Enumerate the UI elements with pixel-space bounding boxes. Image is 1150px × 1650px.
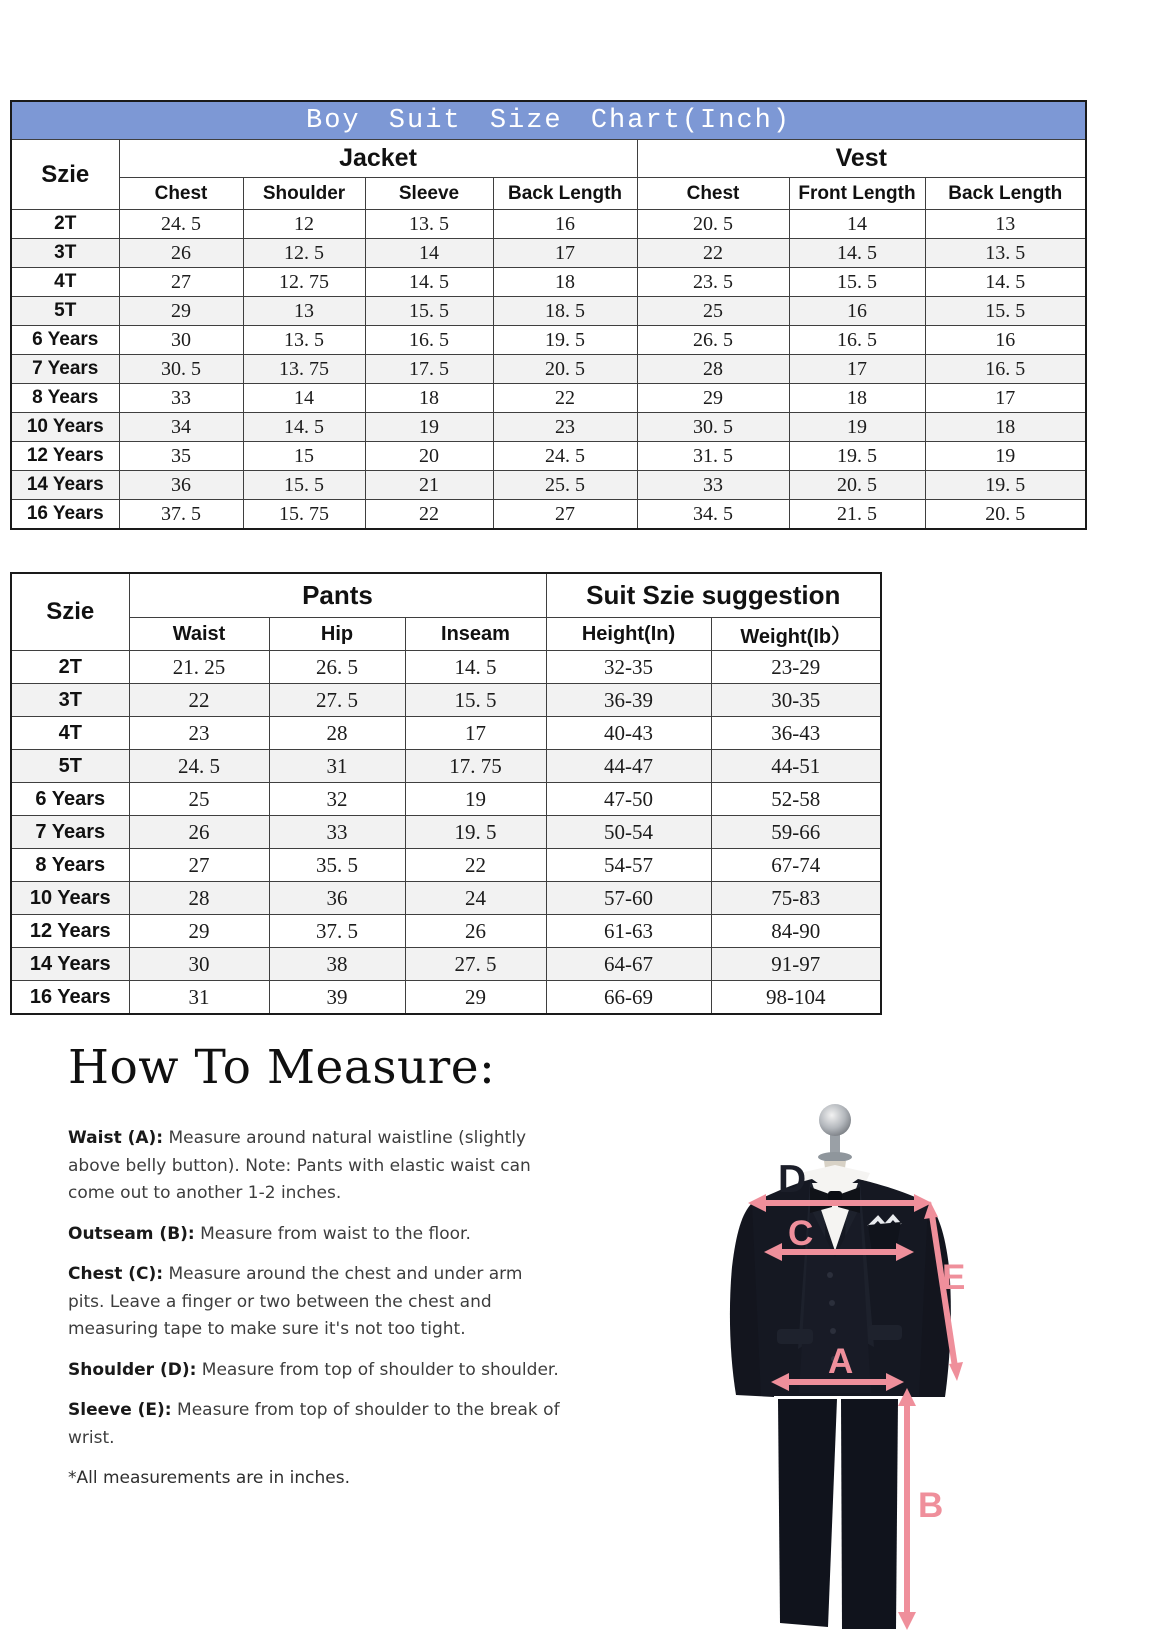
value-cell: 23. 5 (637, 268, 789, 297)
value-cell: 14 (243, 384, 365, 413)
measure-term: Shoulder (D): (68, 1359, 197, 1380)
table-row-5t (11, 297, 1086, 326)
value-cell: 57-60 (546, 882, 711, 915)
column-header-chest: Chest (119, 178, 243, 210)
value-cell: 20. 5 (789, 471, 925, 500)
how-to-measure-heading: How To Measure: (68, 1040, 496, 1095)
value-cell: 19 (789, 413, 925, 442)
value-cell: 20 (365, 442, 493, 471)
value-cell: 23 (493, 413, 637, 442)
label-shoulder-d: D (778, 1158, 807, 1201)
table-row-10-years (11, 882, 881, 915)
column-header-shoulder: Shoulder (243, 178, 365, 210)
size-cell: 6 Years (11, 783, 129, 816)
value-cell: 40-43 (546, 717, 711, 750)
measure-instruction-chest-c (68, 1261, 560, 1344)
table-row-2t (11, 651, 881, 684)
value-cell: 14. 5 (243, 413, 365, 442)
value-cell: 39 (269, 981, 405, 1015)
value-cell: 16. 5 (925, 355, 1086, 384)
value-cell: 61-63 (546, 915, 711, 948)
value-cell: 27 (129, 849, 269, 882)
value-cell: 15. 5 (789, 268, 925, 297)
value-cell: 18 (789, 384, 925, 413)
mannequin-knob (818, 1104, 852, 1175)
value-cell: 17 (789, 355, 925, 384)
value-cell: 23 (129, 717, 269, 750)
size-cell: 8 Years (11, 384, 119, 413)
value-cell: 20. 5 (925, 500, 1086, 530)
value-cell: 25 (129, 783, 269, 816)
value-cell: 23-29 (711, 651, 881, 684)
value-cell: 14. 5 (365, 268, 493, 297)
value-cell: 16. 5 (789, 326, 925, 355)
value-cell: 36 (119, 471, 243, 500)
value-cell: 16 (493, 210, 637, 239)
measure-instructions (68, 1125, 560, 1452)
value-cell: 31 (269, 750, 405, 783)
value-cell: 33 (637, 471, 789, 500)
size-cell: 7 Years (11, 355, 119, 384)
table-row-7-years (11, 355, 1086, 384)
value-cell: 36-39 (546, 684, 711, 717)
value-cell: 15. 5 (405, 684, 546, 717)
size-column-header: Szie (11, 573, 129, 651)
value-cell: 15. 5 (243, 471, 365, 500)
value-cell: 33 (269, 816, 405, 849)
value-cell: 98-104 (711, 981, 881, 1015)
measure-term: Chest (C): (68, 1264, 164, 1285)
label-waist-a: A (828, 1342, 854, 1381)
value-cell: 18 (493, 268, 637, 297)
value-cell: 17. 75 (405, 750, 546, 783)
value-cell: 16 (925, 326, 1086, 355)
measure-instruction-waist-a (68, 1125, 560, 1208)
value-cell: 28 (269, 717, 405, 750)
measure-instruction-shoulder-d (68, 1357, 560, 1385)
table-row-10-years (11, 413, 1086, 442)
value-cell: 26 (119, 239, 243, 268)
value-cell: 22 (405, 849, 546, 882)
value-cell: 19. 5 (405, 816, 546, 849)
value-cell: 24 (405, 882, 546, 915)
size-cell: 5T (11, 750, 129, 783)
size-cell: 2T (11, 210, 119, 239)
value-cell: 14. 5 (789, 239, 925, 268)
suit-photo-illustration (640, 1075, 1110, 1650)
size-cell: 16 Years (11, 981, 129, 1015)
value-cell: 26 (405, 915, 546, 948)
value-cell: 18. 5 (493, 297, 637, 326)
size-cell: 4T (11, 268, 119, 297)
value-cell: 18 (365, 384, 493, 413)
table-row-16-years (11, 500, 1086, 530)
value-cell: 16. 5 (365, 326, 493, 355)
value-cell: 29 (119, 297, 243, 326)
value-cell: 27. 5 (405, 948, 546, 981)
value-cell: 47-50 (546, 783, 711, 816)
size-cell: 14 Years (11, 471, 119, 500)
value-cell: 12. 75 (243, 268, 365, 297)
value-cell: 66-69 (546, 981, 711, 1015)
value-cell: 37. 5 (269, 915, 405, 948)
value-cell: 54-57 (546, 849, 711, 882)
value-cell: 33 (119, 384, 243, 413)
value-cell: 12. 5 (243, 239, 365, 268)
suit-pants (778, 1399, 898, 1629)
size-cell: 4T (11, 717, 129, 750)
size-cell: 2T (11, 651, 129, 684)
table-row-7-years (11, 816, 881, 849)
value-cell: 29 (405, 981, 546, 1015)
value-cell: 14. 5 (405, 651, 546, 684)
value-cell: 37. 5 (119, 500, 243, 530)
value-cell: 27 (119, 268, 243, 297)
value-cell: 44-47 (546, 750, 711, 783)
measure-description: Measure around natural waistline (slightly above belly button). Note: Pants with elastic waist can come out to another 1-2 inches. (68, 1128, 531, 1204)
value-cell: 29 (129, 915, 269, 948)
value-cell: 22 (493, 384, 637, 413)
value-cell: 27. 5 (269, 684, 405, 717)
value-cell: 30 (119, 326, 243, 355)
value-cell: 15. 5 (925, 297, 1086, 326)
value-cell: 32-35 (546, 651, 711, 684)
chart-title-banner: Boy Suit Size Chart(Inch) (11, 101, 1086, 140)
column-header-weight-ib: Weight(Ib） (711, 618, 881, 651)
value-cell: 25 (637, 297, 789, 326)
column-header-inseam: Inseam (405, 618, 546, 651)
size-cell: 10 Years (11, 413, 119, 442)
table-row-5t (11, 750, 881, 783)
size-cell: 3T (11, 239, 119, 268)
value-cell: 22 (129, 684, 269, 717)
value-cell: 36-43 (711, 717, 881, 750)
value-cell: 19. 5 (493, 326, 637, 355)
pants-suggestion-table (10, 572, 882, 1015)
measure-description: Measure from waist to the floor. (194, 1223, 471, 1244)
measure-description: Measure around the chest and under arm pits. Leave a finger or two between the chest and measuring tape to make sure it's not too tight. (68, 1264, 523, 1340)
size-column-header: Szie (11, 140, 119, 210)
value-cell: 20. 5 (493, 355, 637, 384)
value-cell: 30. 5 (637, 413, 789, 442)
value-cell: 15 (243, 442, 365, 471)
table-row-3t (11, 239, 1086, 268)
suit-suggestion-group-header: Suit Szie suggestion (546, 573, 881, 618)
value-cell: 31 (129, 981, 269, 1015)
size-cell: 7 Years (11, 816, 129, 849)
value-cell: 13. 5 (925, 239, 1086, 268)
value-cell: 17. 5 (365, 355, 493, 384)
value-cell: 64-67 (546, 948, 711, 981)
value-cell: 34. 5 (637, 500, 789, 530)
measure-instruction-sleeve-e (68, 1397, 560, 1452)
label-outseam-b: B (918, 1486, 944, 1525)
measure-term: Sleeve (E): (68, 1400, 172, 1421)
value-cell: 22 (637, 239, 789, 268)
value-cell: 14 (789, 210, 925, 239)
value-cell: 50-54 (546, 816, 711, 849)
value-cell: 25. 5 (493, 471, 637, 500)
size-cell: 12 Years (11, 442, 119, 471)
column-header-hip: Hip (269, 618, 405, 651)
table-row-4t (11, 268, 1086, 297)
column-header-waist: Waist (129, 618, 269, 651)
value-cell: 12 (243, 210, 365, 239)
value-cell: 13 (925, 210, 1086, 239)
value-cell: 13. 5 (243, 326, 365, 355)
value-cell: 22 (365, 500, 493, 530)
value-cell: 36 (269, 882, 405, 915)
measure-description: Measure from top of shoulder to shoulder. (196, 1359, 559, 1380)
value-cell: 28 (129, 882, 269, 915)
value-cell: 29 (637, 384, 789, 413)
size-cell: 5T (11, 297, 119, 326)
measurements-footnote: *All measurements are in inches. (68, 1468, 350, 1489)
measure-term: Waist (A): (68, 1128, 164, 1148)
value-cell: 91-97 (711, 948, 881, 981)
value-cell: 14 (365, 239, 493, 268)
label-sleeve-e: E (942, 1258, 966, 1297)
size-cell: 6 Years (11, 326, 119, 355)
pants-group-header: Pants (129, 573, 546, 618)
value-cell: 26. 5 (269, 651, 405, 684)
size-cell: 16 Years (11, 500, 119, 530)
value-cell: 14. 5 (925, 268, 1086, 297)
value-cell: 24. 5 (493, 442, 637, 471)
column-header-chest: Chest (637, 178, 789, 210)
size-cell: 8 Years (11, 849, 129, 882)
value-cell: 38 (269, 948, 405, 981)
value-cell: 19. 5 (789, 442, 925, 471)
label-chest-c: C (788, 1214, 814, 1253)
column-header-back-length: Back Length (493, 178, 637, 210)
value-cell: 27 (493, 500, 637, 530)
value-cell: 35. 5 (269, 849, 405, 882)
jacket-vest-subheader-row (11, 178, 1086, 210)
table-row-14-years (11, 471, 1086, 500)
value-cell: 17 (493, 239, 637, 268)
value-cell: 13 (243, 297, 365, 326)
size-cell: 12 Years (11, 915, 129, 948)
table-row-8-years (11, 849, 881, 882)
value-cell: 34 (119, 413, 243, 442)
value-cell: 15. 75 (243, 500, 365, 530)
column-header-sleeve: Sleeve (365, 178, 493, 210)
value-cell: 52-58 (711, 783, 881, 816)
value-cell: 13. 5 (365, 210, 493, 239)
value-cell: 19 (405, 783, 546, 816)
value-cell: 31. 5 (637, 442, 789, 471)
value-cell: 24. 5 (129, 750, 269, 783)
value-cell: 28 (637, 355, 789, 384)
table-row-14-years (11, 948, 881, 981)
table-row-2t (11, 210, 1086, 239)
value-cell: 30. 5 (119, 355, 243, 384)
jacket-group-header: Jacket (119, 140, 637, 178)
table-row-8-years (11, 384, 1086, 413)
value-cell: 67-74 (711, 849, 881, 882)
value-cell: 75-83 (711, 882, 881, 915)
value-cell: 21. 25 (129, 651, 269, 684)
value-cell: 24. 5 (119, 210, 243, 239)
value-cell: 16 (789, 297, 925, 326)
value-cell: 84-90 (711, 915, 881, 948)
table-row-12-years (11, 442, 1086, 471)
value-cell: 26. 5 (637, 326, 789, 355)
pants-suggestion-subheader-row (11, 618, 881, 651)
column-header-back-length: Back Length (925, 178, 1086, 210)
value-cell: 30 (129, 948, 269, 981)
value-cell: 15. 5 (365, 297, 493, 326)
measure-instruction-outseam-b (68, 1221, 560, 1249)
value-cell: 21. 5 (789, 500, 925, 530)
value-cell: 59-66 (711, 816, 881, 849)
value-cell: 19. 5 (925, 471, 1086, 500)
value-cell: 13. 75 (243, 355, 365, 384)
column-header-height-in: Height(In) (546, 618, 711, 651)
value-cell: 35 (119, 442, 243, 471)
value-cell: 18 (925, 413, 1086, 442)
size-cell: 14 Years (11, 948, 129, 981)
measure-description: Measure from top of shoulder to the break of wrist. (68, 1400, 560, 1448)
measure-term: Outseam (B): (68, 1223, 195, 1244)
value-cell: 30-35 (711, 684, 881, 717)
how-to-measure-section (68, 1040, 560, 1506)
size-cell: 3T (11, 684, 129, 717)
table-row-4t (11, 717, 881, 750)
value-cell: 17 (405, 717, 546, 750)
suit-measurement-figure (640, 1075, 1110, 1650)
size-cell: 10 Years (11, 882, 129, 915)
table-row-12-years (11, 915, 881, 948)
boy-suit-size-chart-table (10, 100, 1087, 530)
table-row-16-years (11, 981, 881, 1015)
value-cell: 44-51 (711, 750, 881, 783)
value-cell: 19 (365, 413, 493, 442)
table-row-6-years (11, 326, 1086, 355)
table-row-6-years (11, 783, 881, 816)
value-cell: 32 (269, 783, 405, 816)
table-row-3t (11, 684, 881, 717)
value-cell: 20. 5 (637, 210, 789, 239)
value-cell: 19 (925, 442, 1086, 471)
value-cell: 26 (129, 816, 269, 849)
value-cell: 17 (925, 384, 1086, 413)
column-header-front-length: Front Length (789, 178, 925, 210)
value-cell: 21 (365, 471, 493, 500)
vest-group-header: Vest (637, 140, 1086, 178)
